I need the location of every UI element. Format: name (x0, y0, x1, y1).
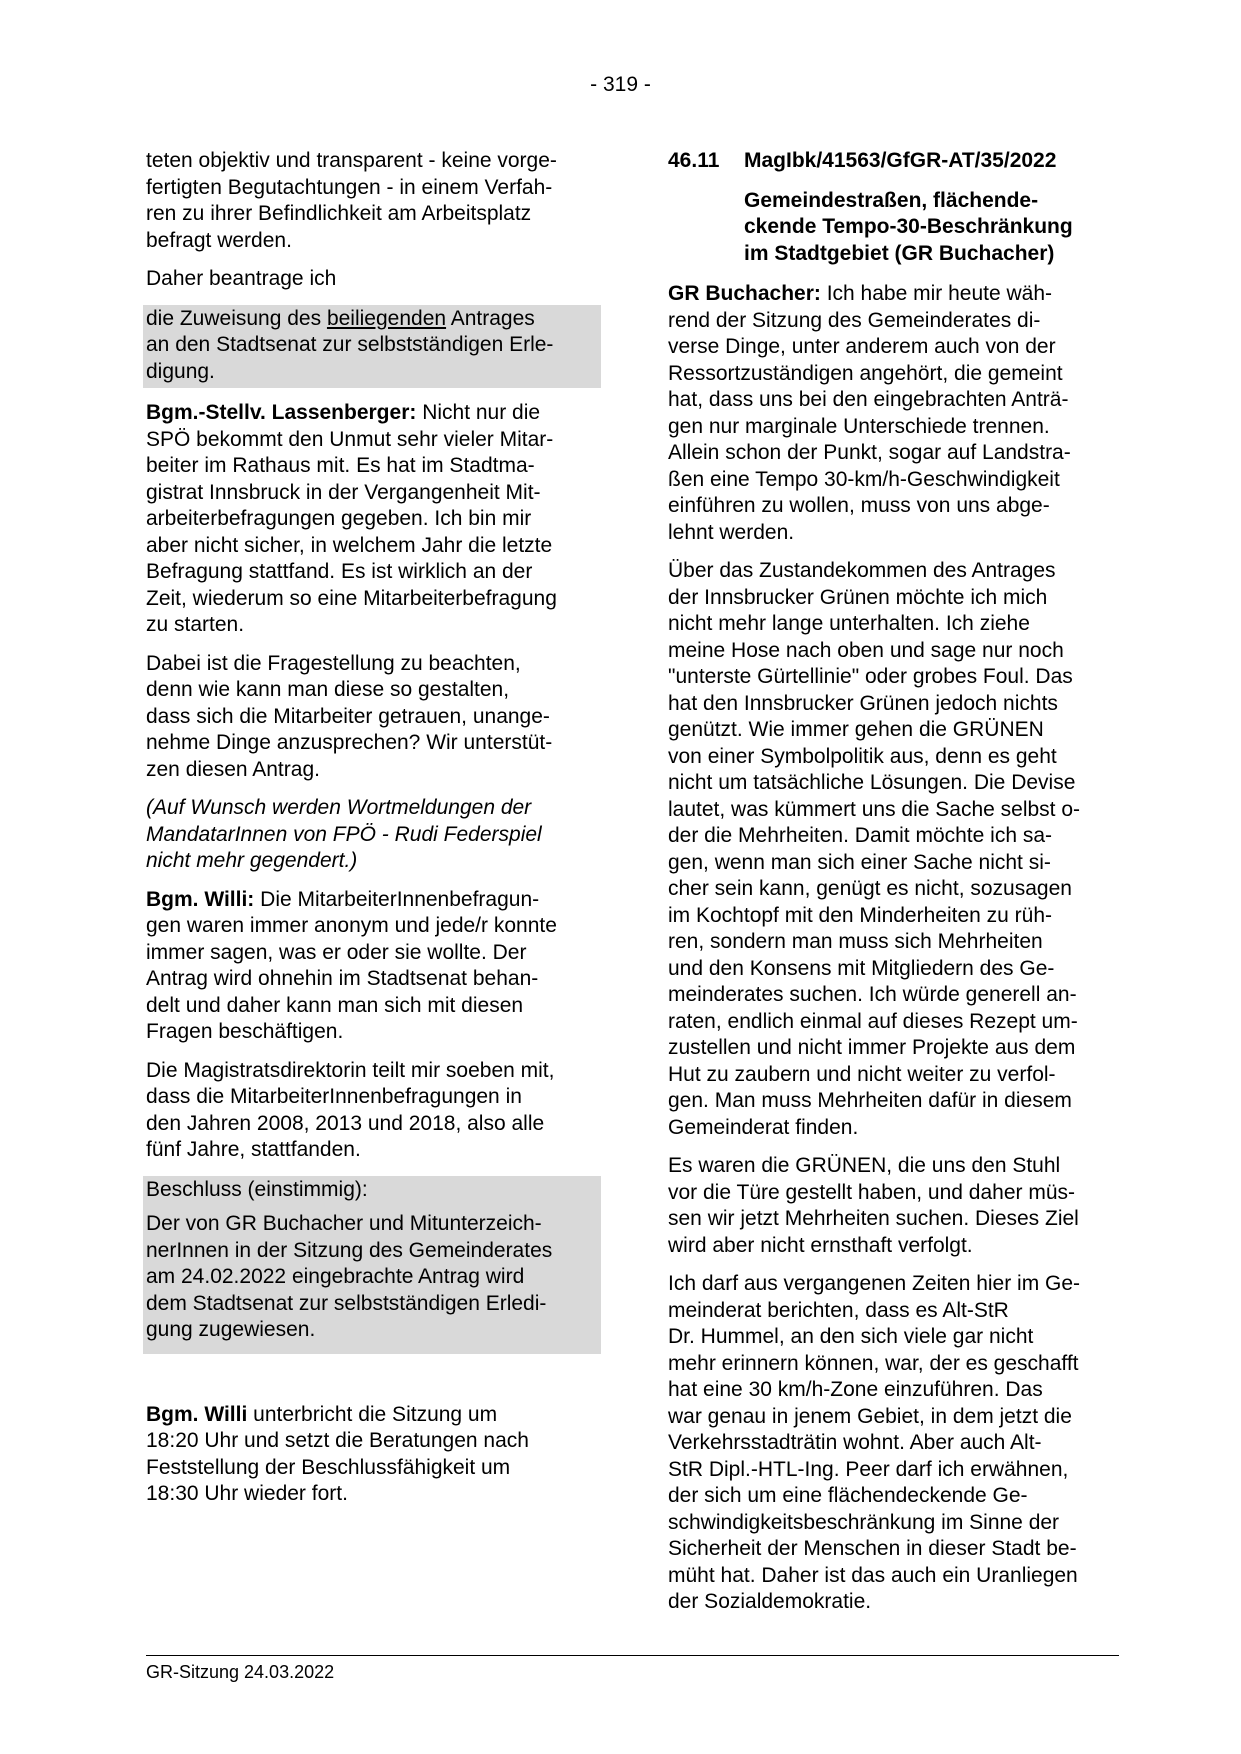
text-line: Fragen beschäftigen. (146, 1020, 344, 1043)
text-line: nicht mehr lange unterhalten. Ich ziehe (668, 612, 1030, 635)
text-line: gung zugewiesen. (146, 1318, 316, 1341)
agenda-item-subject (744, 188, 1130, 268)
text-line: Der von GR Buchacher und Mitunterzeich- (146, 1212, 542, 1235)
speech-text: unterbricht die Sitzung um (247, 1402, 498, 1426)
left-column (146, 148, 601, 1520)
text-line: müht hat. Daher ist das auch ein Uranliegen (668, 1563, 1078, 1587)
agenda-item-reference: MagIbk/41563/GfGR-AT/35/2022 (744, 149, 1057, 172)
text-line: gen. Man muss Mehrheiten dafür in diesem (668, 1089, 1072, 1112)
text-line: Antrag wird ohnehin im Stadtsenat behan- (146, 967, 539, 990)
text-line: ckende Tempo-30-Beschränkung (744, 215, 1073, 238)
decision-box (146, 1176, 601, 1354)
text-line: mehr erinnern können, war, der es geschafft (668, 1351, 1079, 1375)
agenda-item-heading (668, 148, 1130, 175)
footer-divider (146, 1655, 1119, 1656)
text-line: Dr. Hummel, an den sich viele gar nicht (668, 1325, 1034, 1348)
text-line: digung. (146, 359, 215, 383)
text-line: der Sozialdemokratie. (668, 1590, 872, 1613)
text-line: an den Stadtsenat zur selbstständigen Erle- (146, 333, 554, 356)
text-line: Es waren die GRÜNEN, die uns den Stuhl (668, 1154, 1061, 1177)
speech-text: Ich habe mir heute wäh- (820, 282, 1052, 305)
text-line: ren zu ihrer Befindlichkeit am Arbeitsplatz (146, 202, 532, 225)
paragraph (146, 148, 601, 254)
text-line: hat, dass uns bei den eingebrachten Anträ- (668, 388, 1069, 411)
text-line: Ich darf aus vergangenen Zeiten hier im Ge- (668, 1272, 1081, 1295)
text-line: Dabei ist die Fragestellung zu beachten, (146, 651, 521, 675)
editorial-note (146, 795, 601, 875)
text-line: dass die MitarbeiterInnenbefragungen in (146, 1085, 522, 1108)
text-line: zu starten. (146, 613, 245, 636)
text-line: befragt werden. (146, 228, 292, 252)
text-line: "unterste Gürtellinie" oder grobes Foul. Das (668, 665, 1073, 688)
text-line: delt und daher kann man sich mit diesen (146, 993, 524, 1017)
text-line: im Stadtgebiet (GR Buchacher) (744, 241, 1055, 265)
right-column (668, 148, 1130, 1628)
speech-lassenberger (146, 400, 601, 639)
text-line: Allein schon der Punkt, sogar auf Landstra- (668, 441, 1071, 464)
text-line: nicht um tatsächliche Lösungen. Die Devise (668, 771, 1076, 794)
text-line: zen diesen Antrag. (146, 757, 320, 781)
paragraph (668, 1271, 1130, 1616)
motion-first-line (146, 306, 598, 333)
speech-lines (146, 913, 601, 1046)
text-line: teten objektiv und transparent - keine vorge- (146, 149, 557, 172)
text-line: nehme Dinge anzusprechen? Wir unterstüt- (146, 731, 553, 754)
motion-text: Antrages (446, 306, 535, 330)
text-line: cher sein kann, genügt es nicht, sozusagen (668, 877, 1072, 900)
motion-underlined-word: beiliegenden (326, 306, 447, 330)
text-line: (Auf Wunsch werden Wortmeldungen der (146, 796, 532, 819)
text-line: arbeiterbefragungen gegeben. Ich bin mir (146, 507, 532, 530)
text-line: zustellen und nicht immer Projekte aus dem (668, 1036, 1076, 1059)
text-line: denn wie kann man diese so gestalten, (146, 678, 510, 701)
text-line: meinderat berichten, dass es Alt-StR (668, 1298, 1009, 1322)
speaker-name: Bgm. Willi: (146, 887, 255, 911)
motion-box (143, 305, 601, 389)
paragraph (668, 1153, 1130, 1259)
text-line: lautet, was kümmert uns die Sache selbst o- (668, 797, 1081, 821)
agenda-item-number: 46.11 (668, 149, 720, 172)
paragraph: Daher beantrage ich (146, 267, 337, 290)
text-line: genützt. Wie immer gehen die GRÜNEN (668, 718, 1044, 741)
text-line: der sich um eine flächendeckende Ge- (668, 1484, 1028, 1507)
speech-willi (146, 887, 601, 1046)
text-line: StR Dipl.-HTL-Ing. Peer darf ich erwähnen, (668, 1457, 1069, 1481)
motion-lines (146, 332, 598, 385)
text-line: lehnt werden. (668, 520, 795, 544)
motion-text: die Zuweisung des (146, 306, 327, 330)
session-break-note (146, 1402, 601, 1508)
text-line: der die Mehrheiten. Damit möchte ich sa- (668, 824, 1052, 847)
text-line: im Kochtopf mit den Minderheiten zu rüh- (668, 903, 1053, 927)
text-line: 18:20 Uhr und setzt die Beratungen nach (146, 1429, 529, 1452)
text-line: rend der Sitzung des Gemeinderates di- (668, 308, 1041, 332)
speech-text: Nicht nur die (416, 401, 541, 424)
text-line: immer sagen, was er oder sie wollte. Der (146, 940, 527, 964)
text-line: raten, endlich einmal auf dieses Rezept um- (668, 1009, 1078, 1033)
text-line: den Jahren 2008, 2013 und 2018, also alle (146, 1111, 545, 1135)
text-line: Zeit, wiederum so eine Mitarbeiterbefragung (146, 586, 557, 610)
text-line: meine Hose nach oben und sage nur noch (668, 638, 1064, 662)
text-line: nerInnen in der Sitzung des Gemeinderates (146, 1238, 553, 1262)
text-line: Ressortzuständigen angehört, die gemeint (668, 361, 1063, 385)
text-line: Verkehrsstadträtin wohnt. Aber auch Alt- (668, 1431, 1042, 1454)
decision-text (143, 1205, 601, 1354)
paragraph (146, 651, 601, 784)
text-line: von einer Symbolpolitik aus, denn es geht (668, 744, 1057, 768)
text-line: vor die Türe gestellt haben, und daher müs- (668, 1180, 1076, 1204)
text-line: fertigten Begutachtungen - in einem Verfah- (146, 175, 553, 199)
speech-text: Die MitarbeiterInnenbefragun- (254, 887, 540, 911)
footer-text: GR-Sitzung 24.03.2022 (146, 1662, 335, 1682)
text-line: Feststellung der Beschlussfähigkeit um (146, 1455, 511, 1479)
text-line: ßen eine Tempo 30-km/h-Geschwindigkeit (668, 467, 1060, 491)
text-line: am 24.02.2022 eingebrachte Antrag wird (146, 1265, 525, 1288)
text-line: MandatarInnen von FPÖ - Rudi Federspiel (146, 822, 542, 846)
text-line: nicht mehr gegendert.) (146, 849, 358, 872)
text-line: Sicherheit der Menschen in dieser Stadt be- (668, 1537, 1077, 1560)
text-line: einführen zu wollen, muss von uns abge- (668, 494, 1050, 517)
text-line: Gemeinderat finden. (668, 1115, 859, 1139)
text-line: Befragung stattfand. Es ist wirklich an der (146, 560, 533, 583)
text-line: Gemeindestraßen, flächende- (744, 188, 1039, 212)
text-line: wird aber nicht ernsthaft verfolgt. (668, 1233, 973, 1257)
speaker-name: Bgm. Willi (146, 1402, 248, 1426)
speech-lines (668, 308, 1130, 547)
text-line: sen wir jetzt Mehrheiten suchen. Dieses Ziel (668, 1207, 1079, 1230)
text-line: und den Konsens mit Mitgliedern des Ge- (668, 956, 1055, 980)
speaker-name: GR Buchacher: (668, 282, 821, 305)
paragraph (146, 1058, 601, 1164)
text-line: der Innsbrucker Grünen möchte ich mich (668, 585, 1048, 609)
text-line: 18:30 Uhr wieder fort. (146, 1482, 348, 1505)
text-line: hat eine 30 km/h-Zone einzuführen. Das (668, 1378, 1043, 1401)
speech-buchacher (668, 281, 1130, 546)
text-line: Hut zu zaubern und nicht weiter zu verfol- (668, 1062, 1056, 1086)
text-line: schwindigkeitsbeschränkung im Sinne der (668, 1510, 1060, 1534)
speech-lines (146, 1428, 601, 1508)
text-line: gistrat Innsbruck in der Vergangenheit Mit- (146, 480, 541, 504)
text-line: hat den Innsbrucker Grünen jedoch nichts (668, 691, 1058, 715)
page-number: - 319 - (590, 73, 651, 96)
text-line: gen waren immer anonym und jede/r konnte (146, 914, 557, 937)
speaker-name: Bgm.-Stellv. Lassenberger: (146, 401, 417, 424)
paragraph (668, 558, 1130, 1141)
text-line: gen, wenn man sich einer Sache nicht si- (668, 850, 1051, 874)
text-line: beiter im Rathaus mit. Es hat im Stadtma- (146, 454, 535, 477)
text-line: SPÖ bekommt den Unmut sehr vieler Mitar- (146, 427, 554, 451)
text-line: verse Dinge, unter anderem auch von der (668, 335, 1056, 358)
text-line: dass sich die Mitarbeiter getrauen, unange- (146, 704, 550, 728)
text-line: Über das Zustandekommen des Antrages (668, 559, 1056, 582)
text-line: dem Stadtsenat zur selbstständigen Erledi- (146, 1291, 547, 1315)
text-line: ren, sondern man muss sich Mehrheiten (668, 930, 1043, 953)
text-line: gen nur marginale Unterschiede trennen. (668, 414, 1050, 438)
text-line: aber nicht sicher, in welchem Jahr die letzte (146, 533, 553, 557)
text-line: meinderates suchen. Ich würde generell an- (668, 983, 1077, 1006)
text-line: Die Magistratsdirektorin teilt mir soeben mit, (146, 1058, 555, 1082)
speech-lines (146, 427, 601, 639)
decision-label: Beschluss (einstimmig): (143, 1176, 601, 1206)
text-line: war genau in jenem Gebiet, in dem jetzt die (668, 1404, 1072, 1428)
text-line: fünf Jahre, stattfanden. (146, 1138, 361, 1161)
